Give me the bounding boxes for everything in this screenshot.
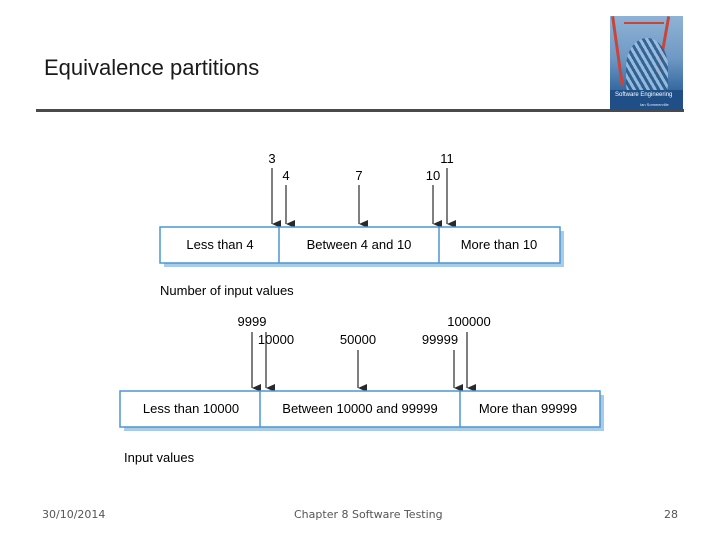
- footer-date: 30/10/2014: [42, 508, 106, 521]
- boundary-label: 3: [268, 151, 276, 166]
- boundary-label: 100000: [447, 314, 491, 329]
- partition-label: Between 10000 and 99999: [282, 401, 438, 416]
- footer-page-number: 28: [664, 508, 678, 521]
- boundary-label: 7: [355, 168, 363, 183]
- diagram-caption: Input values: [124, 450, 195, 465]
- boundary-label: 9999: [237, 314, 267, 329]
- boundary-label: 4: [282, 168, 290, 183]
- boundary-label: 10000: [257, 332, 295, 347]
- slide-title: Equivalence partitions: [44, 55, 260, 80]
- boundary-label: 99999: [421, 332, 459, 347]
- partition-label: More than 99999: [478, 401, 578, 416]
- partition-label: More than 10: [460, 237, 538, 252]
- cover-title: Software Engineering: [615, 92, 673, 98]
- top-partition-group: [160, 151, 564, 298]
- bottom-partition-group: [120, 314, 604, 465]
- partition-label: Less than 4: [186, 237, 254, 252]
- boundary-label: 50000: [339, 332, 377, 347]
- boundary-label: 11: [440, 151, 454, 166]
- cover-subtitle: Ian Sommerville: [640, 102, 669, 107]
- boundary-label: 10: [425, 168, 441, 183]
- footer-chapter: Chapter 8 Software Testing: [294, 508, 443, 521]
- partition-label: Between 4 and 10: [306, 237, 412, 252]
- diagram-caption: Number of input values: [160, 283, 294, 298]
- partition-label: Less than 10000: [142, 401, 240, 416]
